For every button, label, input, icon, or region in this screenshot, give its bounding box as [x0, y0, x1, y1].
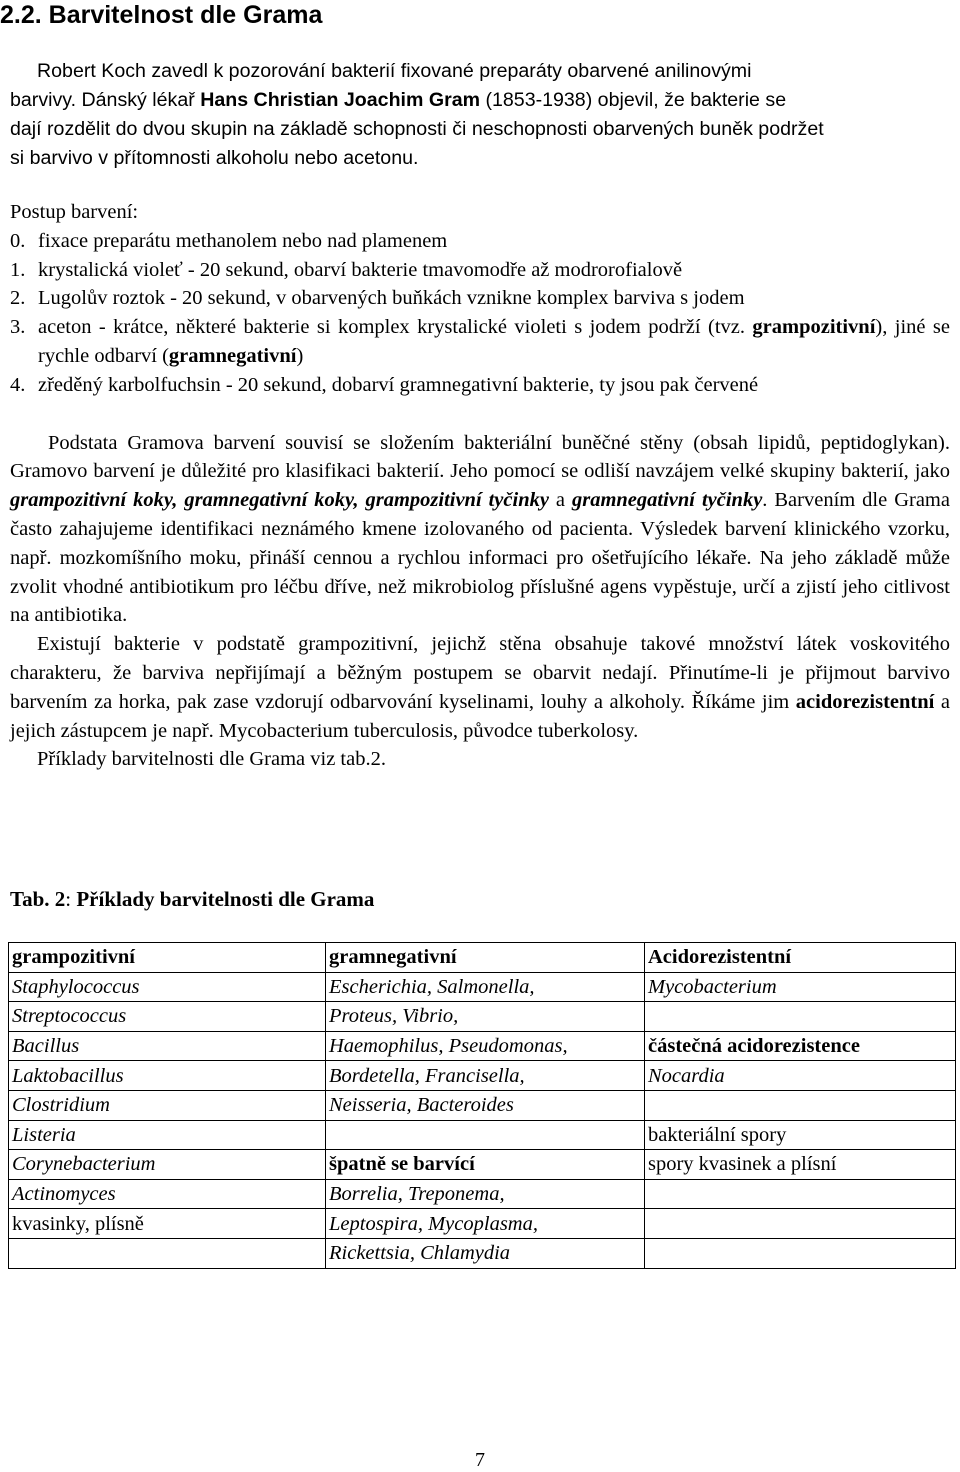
intro-line: si barvivo v přítomnosti alkoholu nebo acetonu.	[10, 147, 419, 169]
intro-line: dají rozdělit do dvou skupin na základě schopnosti či neschopnosti obarvených buněk podržet	[10, 118, 824, 140]
step-text: aceton - krátce, některé bakterie si komplex krystalické violeti s jodem podrží (tvz.	[38, 316, 753, 339]
table-cell	[645, 1090, 956, 1120]
table-row	[9, 1031, 956, 1061]
table-cell: Rickettsia, Chlamydia	[326, 1238, 645, 1268]
table-row	[9, 1179, 956, 1209]
paragraph-text: a jejich zástupcem je např. Mycobacterium tuberculosis, původce tuberkolosy.	[10, 690, 950, 742]
paragraph-text: a	[548, 489, 572, 512]
body-paragraph	[10, 429, 950, 631]
step-term: gramnegativní	[168, 344, 297, 367]
table-cell: Laktobacillus	[9, 1061, 326, 1091]
table-cell	[326, 1120, 645, 1150]
procedure-block	[10, 198, 950, 774]
table-cell: Listeria	[9, 1120, 326, 1150]
step-number: 2.	[10, 287, 26, 310]
column-header: grampozitivní	[9, 943, 326, 973]
table-row	[9, 1090, 956, 1120]
table-cell	[9, 1238, 326, 1268]
table-cell: Mycobacterium	[645, 972, 956, 1002]
table-cell	[645, 1179, 956, 1209]
step-text: Lugolův roztok - 20 sekund, v obarvených buňkách vznikne komplex barviva s jodem	[38, 287, 745, 310]
table-cell: Streptococcus	[9, 1002, 326, 1032]
table-row	[9, 972, 956, 1002]
procedure-title: Postup barvení:	[10, 201, 139, 223]
paragraph-term: acidorezistentní	[795, 690, 935, 713]
table-cell: Actinomyces	[9, 1179, 326, 1209]
step-number: 4.	[10, 373, 26, 396]
table-cell: částečná acidorezistence	[645, 1031, 956, 1061]
table-row	[9, 1238, 956, 1268]
paragraph-text: . Barvením dle Grama často zahajujeme identifikaci neznámého kmene izolovaného od pacienta. Výsledek barvení klinického vzorku, např. mozkomíšního moku, přináší cennou a rychlou informaci pro ošetřujícího lékaře. Na jeho základě může zvolit vhodné antibiotikum pro léčbu dříve, než mikrobiolog příslušné agens vypěstuje, určí a zjistí jeho citlivost na antibiotika.	[10, 489, 950, 627]
table-cell: Borrelia, Treponema,	[326, 1179, 645, 1209]
step-number: 1.	[10, 258, 26, 281]
body-paragraph	[10, 630, 950, 745]
intro-line	[10, 86, 950, 115]
table-cell: Bordetella, Francisella,	[326, 1061, 645, 1091]
table-cell: špatně se barvící	[326, 1150, 645, 1180]
table-cell: spory kvasinek a plísní	[645, 1150, 956, 1180]
gram-table	[8, 942, 956, 1269]
table-cell	[645, 1209, 956, 1239]
table-title: Příklady barvitelnosti dle Grama	[76, 887, 375, 911]
step-term: grampozitivní	[752, 316, 876, 339]
procedure-step	[10, 371, 950, 400]
paragraph-text: Existují bakterie v podstatě grampozitivní, jejichž stěna obsahuje takové množství látek voskovitého charakteru, že barviva nepřijímají a běžným postupem se obarvit nedají. Přinutíme-li je přijmout barvivo barvením za horka, pak zase vzdorují odbarvování kyselinami, louhy a alkoholy. Říkáme jim	[10, 633, 950, 713]
procedure-step	[10, 284, 950, 313]
step-text: )	[296, 344, 304, 367]
table-cell: bakteriální spory	[645, 1120, 956, 1150]
table-row	[9, 1150, 956, 1180]
table-cell: Nocardia	[645, 1061, 956, 1091]
table-row	[9, 1209, 956, 1239]
table-cell: Escherichia, Salmonella,	[326, 972, 645, 1002]
section-heading: 2.2. Barvitelnost dle Grama	[0, 1, 323, 29]
body-paragraph: Příklady barvitelnosti dle Grama viz tab.2.	[37, 748, 386, 771]
procedure-step	[10, 227, 950, 256]
table-label: Tab. 2	[10, 887, 66, 911]
table-cell: Staphylococcus	[9, 972, 326, 1002]
intro-line: Robert Koch zavedl k pozorování bakterií fixované preparáty obarvené anilinovými	[37, 60, 752, 82]
intro-paragraph	[10, 57, 950, 173]
paragraph-text: Podstata Gramova barvení souvisí se složením bakteriální buněčné stěny (obsah lipidů, peptidoglykan). Gramovo barvení je důležité pro klasifikaci bakterií. Jeho pomocí se odliší navzájem velké skupiny bakterií, jako	[10, 431, 950, 483]
table-cell: Bacillus	[9, 1031, 326, 1061]
table-cell: Neisseria, Bacteroides	[326, 1090, 645, 1120]
table-cell: kvasinky, plísně	[9, 1209, 326, 1239]
paragraph-term: grampozitivní koky, gramnegativní koky, grampozitivní tyčinky	[10, 489, 549, 512]
gram-name: Hans Christian Joachim Gram	[200, 89, 481, 111]
intro-text: (1853-1938) objevil, že bakterie se	[480, 89, 787, 111]
step-text: ), jiné se rychle odbarví (	[38, 316, 950, 367]
table-row	[9, 1120, 956, 1150]
table-header-row	[9, 943, 956, 973]
table-cell: Haemophilus, Pseudomonas,	[326, 1031, 645, 1061]
caption-separator: :	[65, 887, 77, 911]
column-header: Acidorezistentní	[645, 943, 956, 973]
procedure-step	[10, 313, 950, 371]
table-row	[9, 1061, 956, 1091]
table-cell: Proteus, Vibrio,	[326, 1002, 645, 1032]
table-row	[9, 1002, 956, 1032]
table-caption	[10, 884, 374, 914]
table-cell	[645, 1002, 956, 1032]
column-header: gramnegativní	[326, 943, 645, 973]
table-cell	[645, 1238, 956, 1268]
step-text: fixace preparátu methanolem nebo nad plamenem	[38, 229, 448, 252]
paragraph-term: gramnegativní tyčinky	[571, 489, 763, 512]
intro-text: barvivy. Dánský lékař	[10, 89, 201, 111]
table-cell: Corynebacterium	[9, 1150, 326, 1180]
page-number: 7	[475, 1449, 485, 1471]
table-cell: Clostridium	[9, 1090, 326, 1120]
table-cell: Leptospira, Mycoplasma,	[326, 1209, 645, 1239]
step-text: krystalická violeť - 20 sekund, obarví bakterie tmavomodře až modrorofialově	[38, 258, 683, 281]
step-number: 0.	[10, 229, 26, 252]
step-text: zředěný karbolfuchsin - 20 sekund, dobarví gramnegativní bakterie, ty jsou pak červené	[38, 373, 759, 396]
step-number: 3.	[10, 316, 26, 339]
procedure-step	[10, 256, 950, 285]
